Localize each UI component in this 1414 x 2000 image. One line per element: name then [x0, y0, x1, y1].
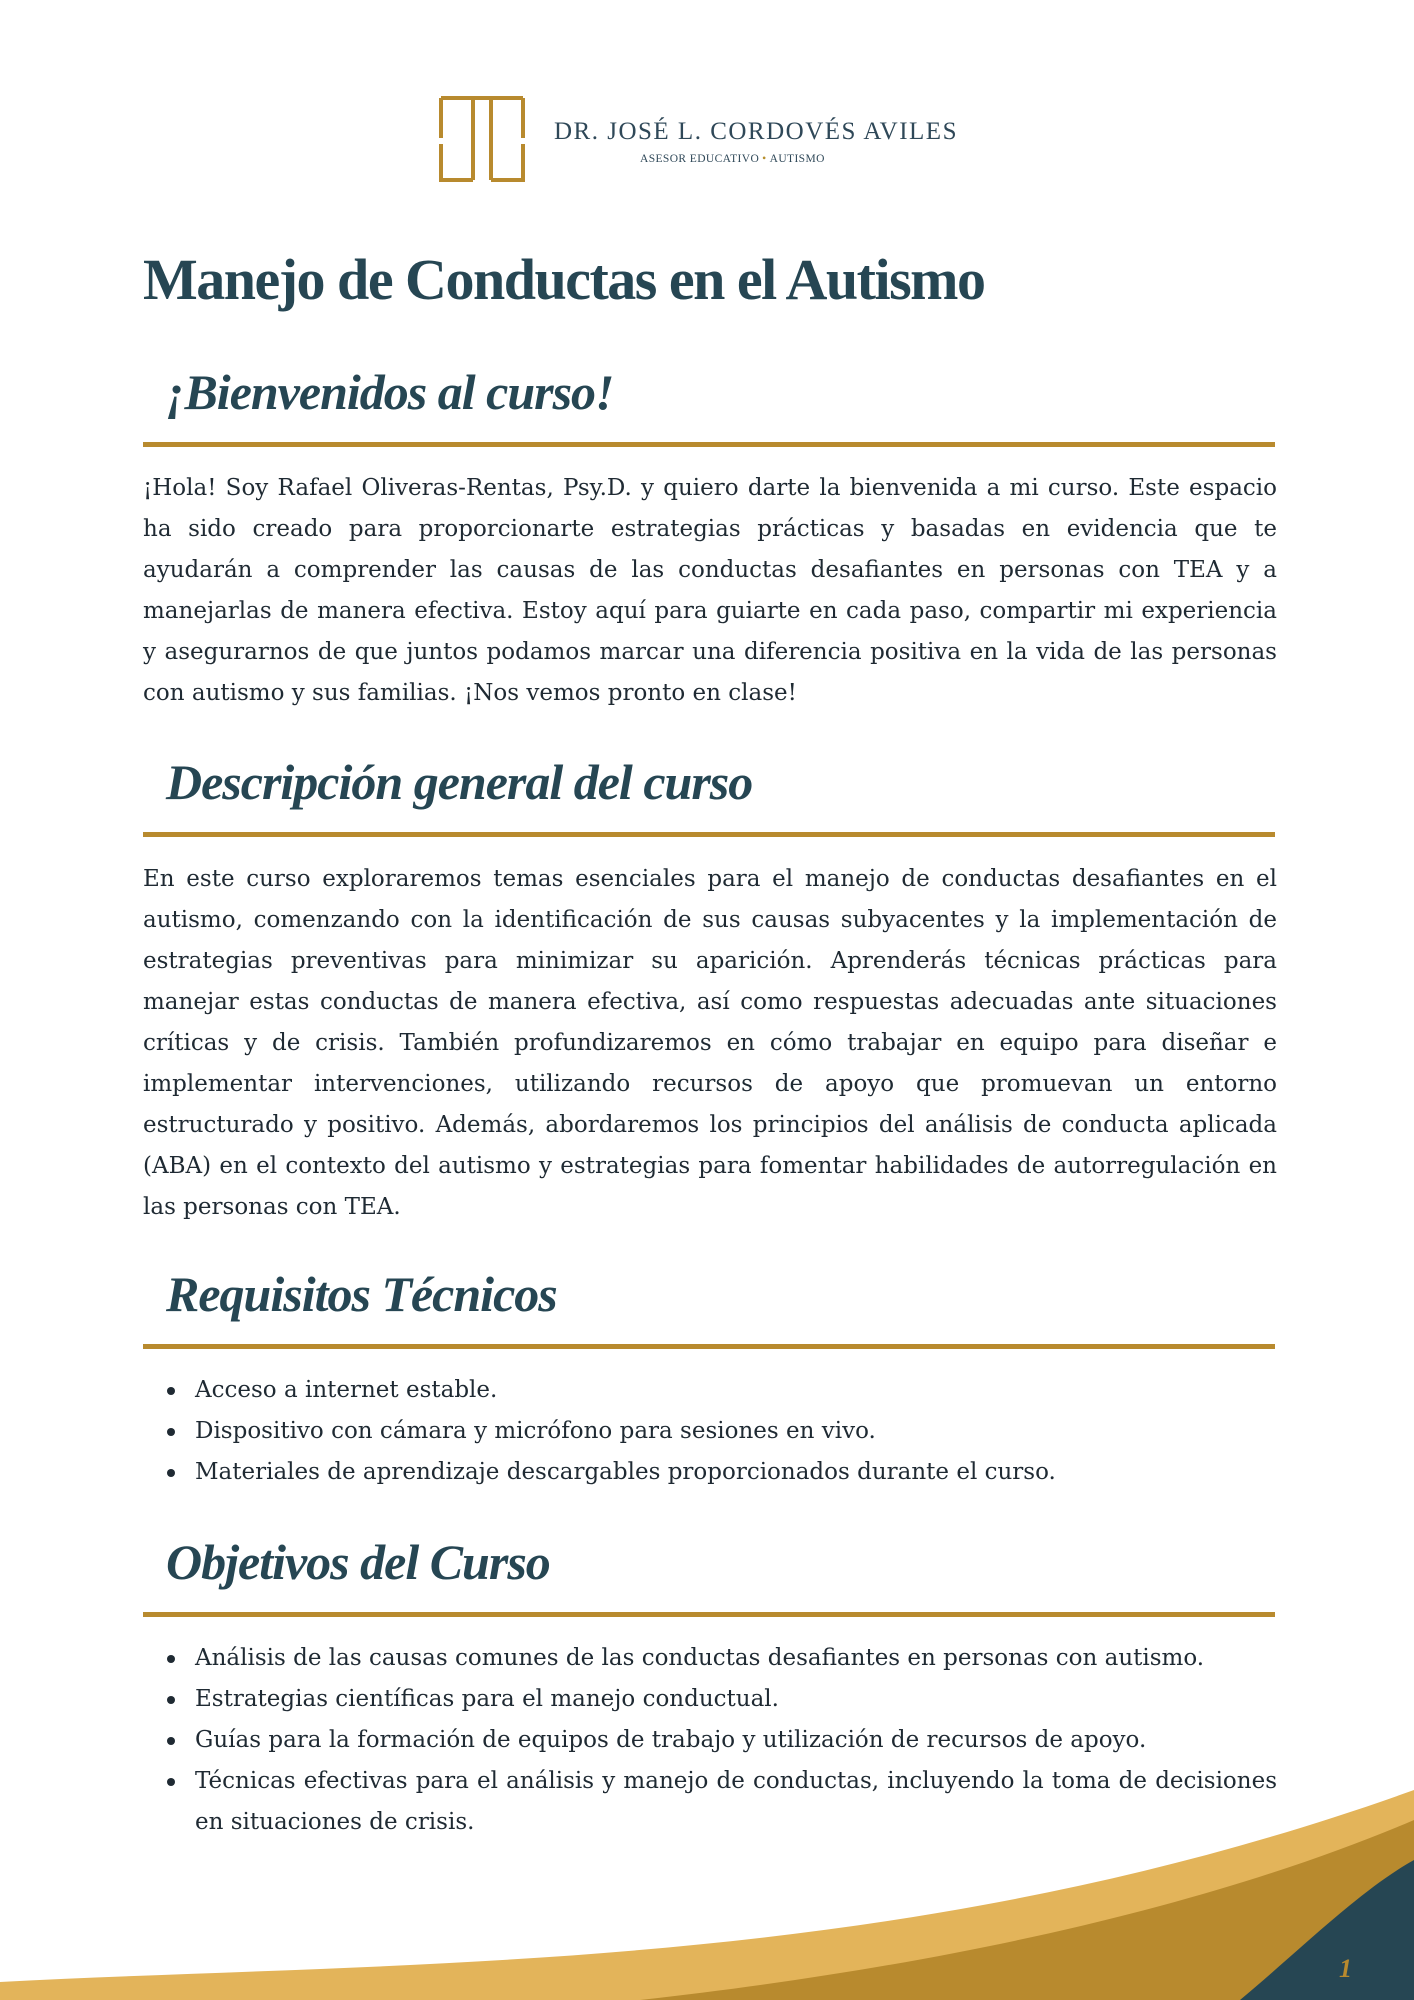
logo: [439, 96, 979, 186]
page-number: 1: [1339, 1954, 1352, 1983]
requirements-list: [143, 1370, 1277, 1493]
requirements-divider: [143, 1344, 1275, 1349]
list-item: Estrategias científicas para el manejo conductual.: [143, 1679, 1277, 1720]
objectives-divider: [143, 1612, 1275, 1617]
list-item: Dispositivo con cámara y micrófono para sesiones en vivo.: [143, 1411, 1277, 1452]
logo-subtitle: [640, 153, 825, 165]
description-divider: [143, 832, 1275, 837]
list-item: Análisis de las causas comunes de las conductas desafiantes en personas con autismo.: [143, 1638, 1277, 1679]
logo-monogram-icon: [439, 96, 525, 182]
logo-subtitle-right: AUTISMO: [769, 153, 825, 165]
logo-name: DR. JOSÉ L. CORDOVÉS AVILES: [554, 118, 958, 145]
description-paragraph: En este curso exploraremos temas esenciales para el manejo de conductas desafiantes en el autismo, comenzando con la identificación de sus causas subyacentes y la implementación de estrategias preventivas para minimizar su aparición. Aprenderás técnicas prácticas para manejar estas conductas de manera efectiva, así como respuestas adecuadas ante situaciones críticas y de crisis. También profundizaremos en cómo trabajar en equipo para diseñar e implementar intervenciones, utilizando recursos de apoyo que promuevan un entorno estructurado y positivo. Además, abordaremos los principios del análisis de conducta aplicada (ABA) en el contexto del autismo y estrategias para fomentar habilidades de autorregulación en las personas con TEA.: [143, 866, 1277, 1220]
list-item: Técnicas efectivas para el análisis y manejo de conductas, incluyendo la toma de decisiones en situaciones de crisis.: [143, 1761, 1277, 1843]
page-title: Manejo de Conductas en el Autismo: [143, 247, 985, 312]
welcome-divider: [143, 442, 1275, 447]
list-item: Guías para la formación de equipos de trabajo y utilización de recursos de apoyo.: [143, 1720, 1277, 1761]
welcome-paragraph: ¡Hola! Soy Rafael Oliveras-Rentas, Psy.D. y quiero darte la bienvenida a mi curso. Este espacio ha sido creado para proporcionarte estrategias prácticas y basadas en evidencia que te ayudarán a comprender las causas de las conductas desafiantes en personas con TEA y a manejarlas de manera efectiva. Estoy aquí para guiarte en cada paso, compartir mi experiencia y asegurarnos de que juntos podamos marcar una diferencia positiva en la vida de las personas con autismo y sus familias. ¡Nos vemos pronto en clase!: [143, 475, 1277, 706]
list-item: Acceso a internet estable.: [143, 1370, 1277, 1411]
objectives-heading: Objetivos del Curso: [166, 1534, 550, 1590]
requirements-heading: Requisitos Técnicos: [166, 1266, 557, 1322]
logo-subtitle-left: ASESOR EDUCATIVO: [640, 153, 760, 165]
logo-subtitle-dot: •: [762, 153, 767, 165]
description-heading: Descripción general del curso: [166, 754, 753, 810]
footer-wave-decoration: [0, 1760, 1414, 2000]
list-item: Materiales de aprendizaje descargables proporcionados durante el curso.: [143, 1452, 1277, 1493]
welcome-heading: ¡Bienvenidos al curso!: [166, 364, 614, 420]
